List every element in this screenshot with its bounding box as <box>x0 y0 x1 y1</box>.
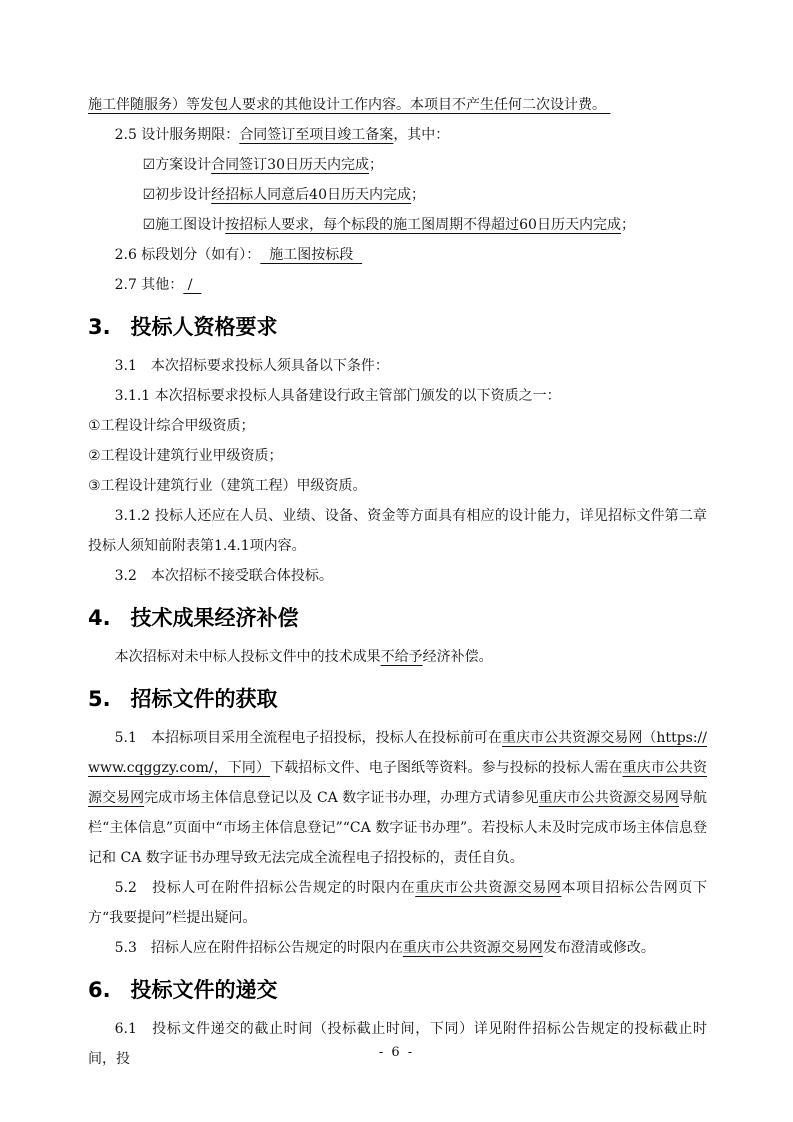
text-run: 3.1.2 投标人还应在人员、业绩、设备、资金等方面具有相应的设计能力，详见招标文件第二章投标人须知前附表第1.4.1项内容。 <box>88 508 707 554</box>
paragraph-check-construction-drawing <box>88 210 707 240</box>
text-run: 合同签订至项目竣工备案 <box>239 127 394 143</box>
text-run: ②工程设计建筑行业甲级资质； <box>88 448 283 464</box>
text-run: 3.1.1 本次招标要求投标人具备建设行政主管部门颁发的以下资质之一： <box>114 388 561 404</box>
text-run: 重庆市公共资源交易网 <box>415 880 562 896</box>
paragraph-item-3-2 <box>88 561 707 591</box>
text-run: 施工伴随服务）等发包人要求的其他设计工作内容。本项目不产生任何二次设计费。 <box>88 97 611 113</box>
page-number: - 6 - <box>378 1045 415 1060</box>
checked-checkbox-icon: ☑ <box>142 217 156 233</box>
paragraph-item-3-1-1 <box>88 381 707 411</box>
heading-number: 6. <box>88 978 111 1002</box>
text-run: 2.7 其他： <box>114 277 184 293</box>
heading-title: 投标文件的递交 <box>130 978 278 1002</box>
text-run: 按招标人要求，每个标段的施工图周期不得超过60日历天内完成 <box>225 217 621 233</box>
section-heading-3 <box>88 311 707 343</box>
text-run: ； <box>620 217 635 233</box>
paragraph-item-2-7 <box>88 270 707 300</box>
paragraph-section-4-body <box>88 642 707 672</box>
text-run: 施工图设计 <box>155 217 226 233</box>
checked-checkbox-icon: ☑ <box>142 157 156 173</box>
paragraph-item-3-1-2 <box>88 501 707 561</box>
text-run: 2.6 标段划分（如有）： <box>114 247 261 263</box>
text-run: 施工图按标段 <box>260 247 363 263</box>
text-run: 重庆市公共资源交易网 <box>88 760 707 806</box>
paragraph-item-2-6 <box>88 240 707 270</box>
checked-checkbox-icon: ☑ <box>142 187 156 203</box>
text-run: 本项目招标公告网页下方“我要提问”栏提出疑问。 <box>88 880 708 926</box>
text-run: ，其中： <box>393 127 450 143</box>
paragraph-item-3-1 <box>88 351 707 381</box>
text-run: 初步设计 <box>155 187 212 203</box>
heading-number: 3. <box>88 315 111 339</box>
text-run: 5.3 招标人应在附件招标公告规定的时限内在 <box>114 940 403 956</box>
text-run: 合同签订30日历天内完成 <box>211 157 369 173</box>
text-run: 2.5 设计服务期限： <box>114 127 240 143</box>
heading-title: 投标人资格要求 <box>130 315 278 339</box>
text-run: ③工程设计建筑行业（建筑工程）甲级资质。 <box>88 478 367 494</box>
paragraph-qualification-2 <box>88 441 707 471</box>
text-run: 发布澄清或修改。 <box>542 940 655 956</box>
text-run: 经招标人同意后40日历天内完成 <box>211 187 411 203</box>
section-heading-5 <box>88 683 707 715</box>
text-run: 重庆市公共资源交易网 <box>538 790 679 806</box>
section-heading-4 <box>88 602 707 634</box>
paragraph-check-scheme-design <box>88 150 707 180</box>
paragraph-qualification-1 <box>88 411 707 441</box>
text-run: 不给予 <box>380 649 423 665</box>
text-run: 5.1 本招标项目采用全流程电子招投标，投标人在投标前可在 <box>114 730 502 746</box>
paragraph-qualification-3 <box>88 471 707 501</box>
text-run: 3.2 本次招标不接受联合体投标。 <box>114 568 333 584</box>
text-run: 完成市场主体信息登记以及 CA 数字证书办理，办理方式请参见 <box>144 790 539 806</box>
paragraph-intro-overflow <box>88 90 707 120</box>
paragraph-item-5-2 <box>88 873 707 933</box>
text-run: 下载招标文件、电子图纸等资料。参与投标的投标人需在 <box>270 760 623 776</box>
paragraph-item-5-1 <box>88 723 707 873</box>
section-heading-6 <box>88 974 707 1006</box>
paragraph-item-2-5 <box>88 120 707 150</box>
document-content <box>88 90 707 1074</box>
text-run: 导航栏“主体信息”页面中“市场主体信息登记”“CA 数字证书办理”。若投标人未及时完成市场主体信息登记和 CA 数字证书办理导致无法完成全流程电子招投标的，责任自负。 <box>88 790 707 866</box>
paragraph-check-preliminary-design <box>88 180 707 210</box>
text-run: 本次招标对未中标人投标文件中的技术成果 <box>114 649 381 665</box>
paragraph-item-5-3 <box>88 933 707 963</box>
heading-number: 5. <box>88 687 111 711</box>
heading-title: 技术成果经济补偿 <box>130 606 299 630</box>
text-run: 重庆市公共资源交易网 <box>402 940 543 956</box>
text-run: ①工程设计综合甲级资质； <box>88 418 255 434</box>
text-run: 3.1 本次招标要求投标人须具备以下条件： <box>114 358 389 374</box>
text-run: 5.2 投标人可在附件招标公告规定的时限内在 <box>114 880 416 896</box>
heading-title: 招标文件的获取 <box>130 687 278 711</box>
text-run: ； <box>410 187 425 203</box>
text-run: 重庆市公共资源交易网（https://www.cqggzy.com/，下同） <box>88 730 707 776</box>
text-run: 方案设计 <box>155 157 212 173</box>
text-run: ； <box>368 157 383 173</box>
text-run: 经济补偿。 <box>422 649 493 665</box>
paragraph-item-6-1 <box>88 1014 707 1074</box>
text-run: 6.1 投标文件递交的截止时间（投标截止时间，下同）详见附件招标公告规定的投标截止时间，投 <box>88 1021 707 1067</box>
heading-number: 4. <box>88 606 111 630</box>
text-run: / <box>183 277 202 293</box>
